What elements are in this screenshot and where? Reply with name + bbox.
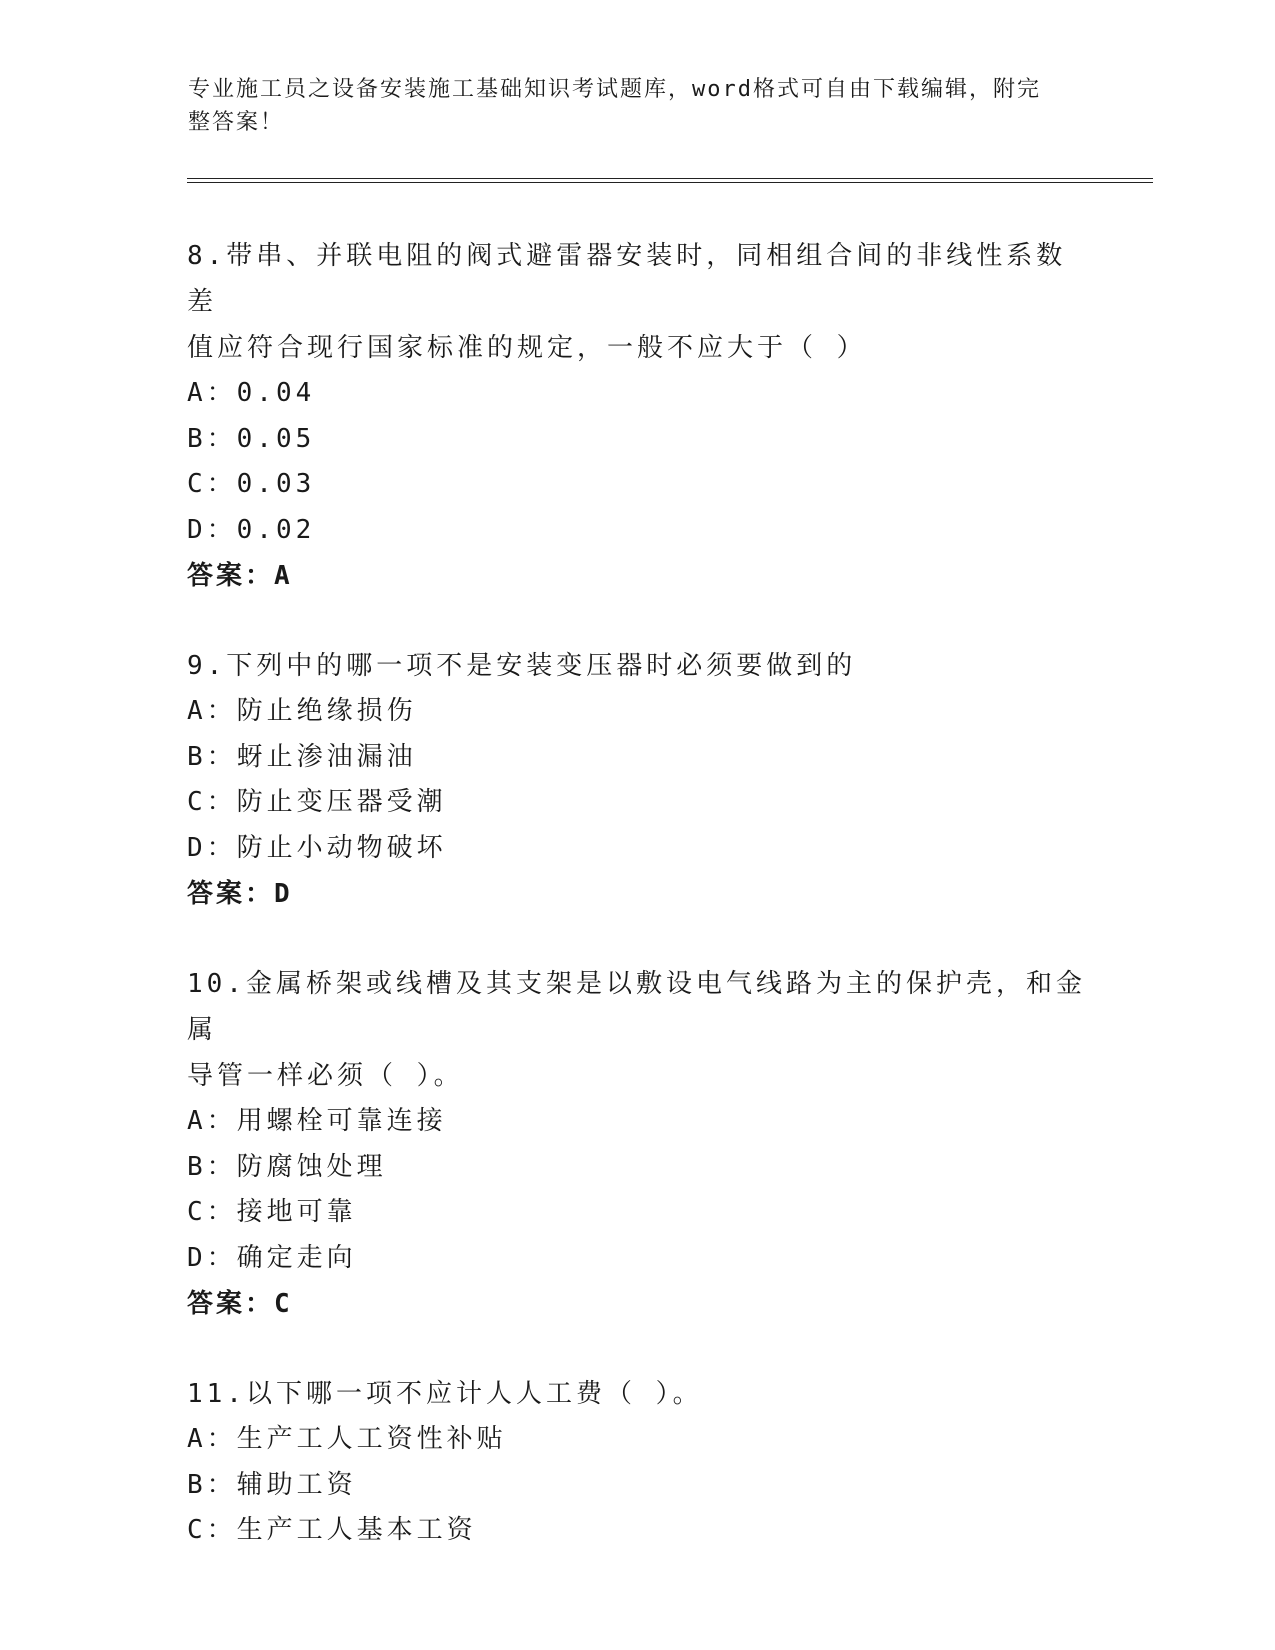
- question-8: [187, 233, 1087, 599]
- option-c: C：防止变压器受潮: [187, 787, 447, 817]
- option-b: B：蚜止渗油漏油: [187, 741, 417, 772]
- option-d: D：防止小动物破坏: [187, 832, 447, 863]
- header-line-1: 专业施工员之设备安装施工基础知识考试题库，word格式可自由下载编辑，附完: [188, 77, 1041, 102]
- answer-line: 答案：A: [187, 561, 293, 591]
- question-10: [187, 961, 1087, 1327]
- option-a: A：生产工人工资性补贴: [187, 1424, 507, 1454]
- question-stem-line: 10.金属桥架或线槽及其支架是以敷设电气线路为主的保护壳，和金属: [187, 969, 1086, 1045]
- option-b: B：0.05: [187, 423, 316, 454]
- option-a: A：0.04: [187, 378, 316, 408]
- header-divider-top: [187, 178, 1153, 179]
- answer-line: 答案：D: [187, 879, 293, 909]
- header-divider-bottom: [187, 182, 1153, 183]
- option-a: A：用螺栓可靠连接: [187, 1106, 447, 1136]
- option-d: D：0.02: [187, 514, 316, 545]
- answer-line: 答案：C: [187, 1289, 293, 1319]
- document-header: [188, 73, 1068, 139]
- question-9: [187, 643, 1087, 917]
- question-stem-line: 11.以下哪一项不应计人人工费（ ）。: [187, 1379, 703, 1409]
- question-stem-line: 9.下列中的哪一项不是安装变压器时必须要做到的: [187, 651, 857, 681]
- option-d: D：确定走向: [187, 1242, 357, 1273]
- option-c: C：生产工人基本工资: [187, 1515, 477, 1545]
- question-stem-line: 值应符合现行国家标准的规定，一般不应大于（ ）: [187, 333, 867, 363]
- option-c: C：0.03: [187, 469, 316, 499]
- question-list: [187, 233, 1087, 1598]
- question-11: [187, 1371, 1087, 1554]
- option-b: B：防腐蚀处理: [187, 1151, 387, 1182]
- question-stem-line: 8.带串、并联电阻的阀式避雷器安装时，同相组合间的非线性系数差: [187, 241, 1067, 317]
- option-a: A：防止绝缘损伤: [187, 696, 417, 726]
- option-b: B：辅助工资: [187, 1469, 357, 1500]
- header-line-2: 整答案！: [188, 110, 285, 135]
- question-stem-line: 导管一样必须（ ）。: [187, 1061, 464, 1091]
- option-c: C：接地可靠: [187, 1197, 357, 1227]
